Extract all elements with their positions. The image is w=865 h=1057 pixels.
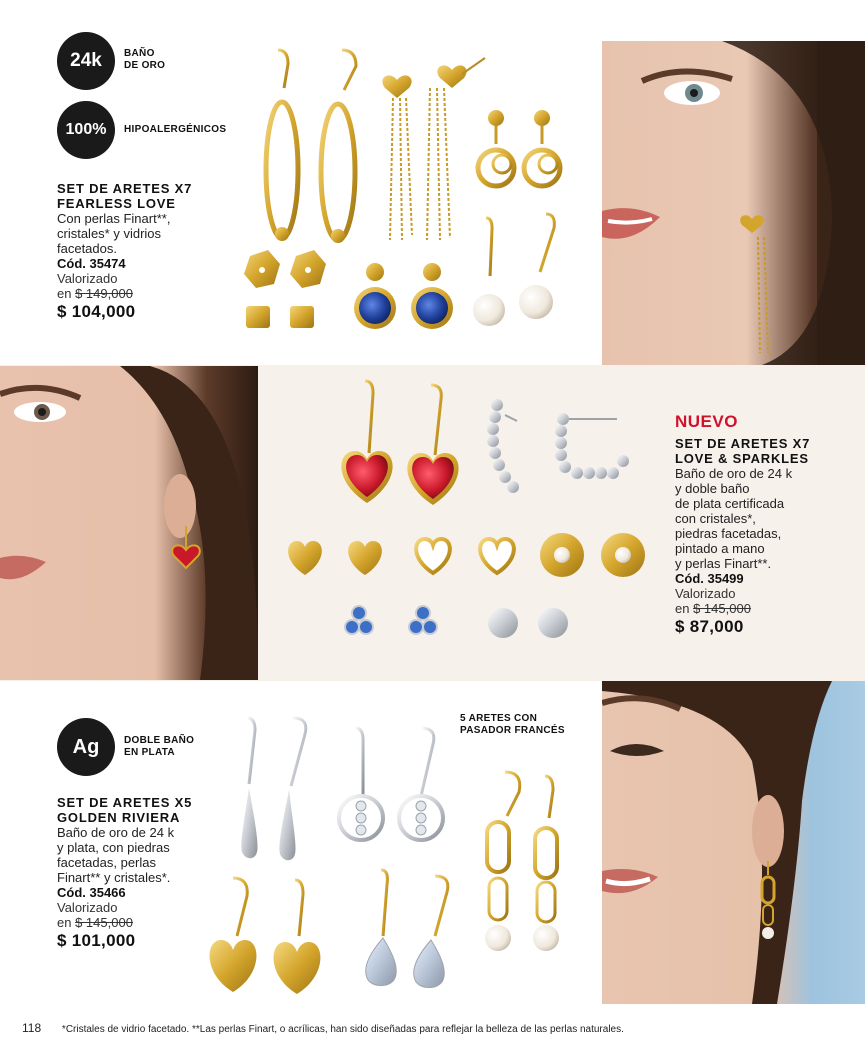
- open-heart-stud-left: [416, 539, 450, 573]
- product-sparkles-info: [675, 412, 855, 638]
- silver-circle-crystal-earring-left: [339, 728, 383, 840]
- gold-plating-badge: [57, 32, 115, 90]
- pearl-drop-earring-right: [519, 214, 554, 319]
- model-face-drawing-3: [602, 681, 865, 1004]
- product-code: Cód. 35499: [675, 571, 744, 586]
- sparkles-earrings-illustration: [275, 375, 655, 655]
- silver-bead-climber-earring: [487, 399, 519, 493]
- silver-bead-hoop-earring: [555, 413, 629, 479]
- fearless-earrings-illustration: [230, 40, 570, 340]
- product-price: $ 101,000: [57, 931, 136, 950]
- riviera-earrings-illustration: [195, 712, 575, 1002]
- heart-chain-earring-left: [382, 75, 412, 240]
- old-price: $ 145,000: [693, 601, 751, 616]
- badge-ag-symbol: Ag: [72, 735, 100, 758]
- hex-stud-earring-left: [244, 250, 280, 288]
- old-price: $ 145,000: [75, 915, 133, 930]
- ruby-heart-earring-right: [407, 385, 458, 505]
- blue-crystal-stud-right: [409, 606, 437, 634]
- hypoallergenic-badge: [57, 101, 115, 159]
- gold-link-pearl-earring-right: [533, 776, 559, 951]
- gold-heart-stud-right: [348, 541, 382, 575]
- en-label: en: [675, 601, 690, 616]
- blue-crystal-stud-left: [345, 606, 373, 634]
- pearl-disc-stud-left: [540, 533, 584, 577]
- badge-ag-label: DOBLE BAÑO EN PLATA: [124, 735, 195, 758]
- sapphire-earring-right: [411, 263, 453, 329]
- sapphire-earring-left: [354, 263, 396, 329]
- footer-disclaimer: *Cristales de vidrio facetado. **Las perlas Finart, o acrílicas, han sido diseñadas para reflejar la belleza de las perlas naturales.: [61, 1024, 624, 1035]
- silver-plating-badge: [57, 718, 115, 776]
- old-price-line: [57, 286, 227, 301]
- silver-circle-crystal-earring-right: [399, 728, 443, 840]
- en-label: en: [57, 286, 72, 301]
- ring-drop-earring-right: [524, 110, 560, 186]
- old-price: $ 149,000: [75, 286, 133, 301]
- product-description: Con perlas Finart**, cristales* y vidrios facetados.: [57, 211, 171, 256]
- model-photo-bottom-right: [602, 681, 865, 1004]
- cube-stud-earring-right: [290, 306, 314, 328]
- badge-100-symbol: 100%: [65, 121, 107, 138]
- silver-teardrop-earring-right: [279, 718, 305, 860]
- product-code: Cód. 35474: [57, 256, 126, 271]
- crystal-drop-earring-right: [414, 876, 448, 988]
- footer: [22, 1021, 624, 1035]
- cube-stud-earring-left: [246, 306, 270, 328]
- silver-ball-stud-left: [488, 608, 518, 638]
- model-face-drawing-2: [0, 366, 258, 680]
- crystal-drop-earring-left: [366, 870, 396, 986]
- page-number: 118: [22, 1021, 42, 1035]
- pearl-disc-stud-right: [601, 533, 645, 577]
- gold-heart-stud-left: [288, 541, 322, 575]
- ruby-heart-earring-left: [341, 381, 392, 503]
- gold-link-pearl-earring-left: [485, 772, 520, 951]
- en-label: en: [57, 915, 72, 930]
- old-price-line: [675, 601, 855, 616]
- product-title: SET DE ARETES X5 GOLDEN RIVIERA: [57, 795, 193, 825]
- valorizado-label: Valorizado: [57, 271, 118, 286]
- oval-drop-earring-right: [321, 50, 356, 243]
- model-face-drawing: [602, 41, 865, 365]
- product-title: SET DE ARETES X7 LOVE & SPARKLES: [675, 436, 811, 466]
- new-tag: NUEVO: [675, 412, 738, 431]
- gold-heart-drop-earring-right: [274, 880, 321, 994]
- model-photo-middle-left: [0, 366, 258, 680]
- product-code: Cód. 35466: [57, 885, 126, 900]
- product-description: Baño de oro de 24 k y plata, con piedras facetadas, perlas Finart** y cristales*.: [57, 825, 175, 885]
- pearl-drop-earring-left: [473, 218, 505, 326]
- silver-teardrop-earring-left: [241, 718, 257, 858]
- silver-ball-stud-right: [538, 608, 568, 638]
- hex-stud-earring-right: [290, 250, 326, 288]
- model-photo-top-right: [602, 41, 865, 365]
- valorizado-label: Valorizado: [675, 586, 736, 601]
- product-price: $ 104,000: [57, 302, 136, 321]
- badge-24k-symbol: 24k: [70, 50, 102, 71]
- open-heart-stud-right: [480, 539, 514, 573]
- gold-heart-drop-earring-left: [210, 878, 257, 992]
- pasador-frances-note: 5 ARETES CON PASADOR FRANCÉS: [460, 713, 565, 736]
- product-description: Baño de oro de 24 k y doble baño de plata certificada con cristales*, piedras facetadas, pintado a mano y perlas Finart**.: [675, 466, 793, 571]
- product-fearless-info: [57, 181, 227, 323]
- valorizado-label: Valorizado: [57, 900, 118, 915]
- ring-drop-earring-left: [478, 110, 514, 186]
- product-price: $ 87,000: [675, 617, 744, 636]
- product-title: SET DE ARETES X7 FEARLESS LOVE: [57, 181, 193, 211]
- heart-chain-earring-right: [427, 58, 485, 240]
- badge-24k-label: BAÑO DE ORO: [124, 48, 166, 71]
- badge-100-label: HIPOALERGÉNICOS: [124, 124, 227, 135]
- oval-drop-earring-left: [266, 50, 298, 241]
